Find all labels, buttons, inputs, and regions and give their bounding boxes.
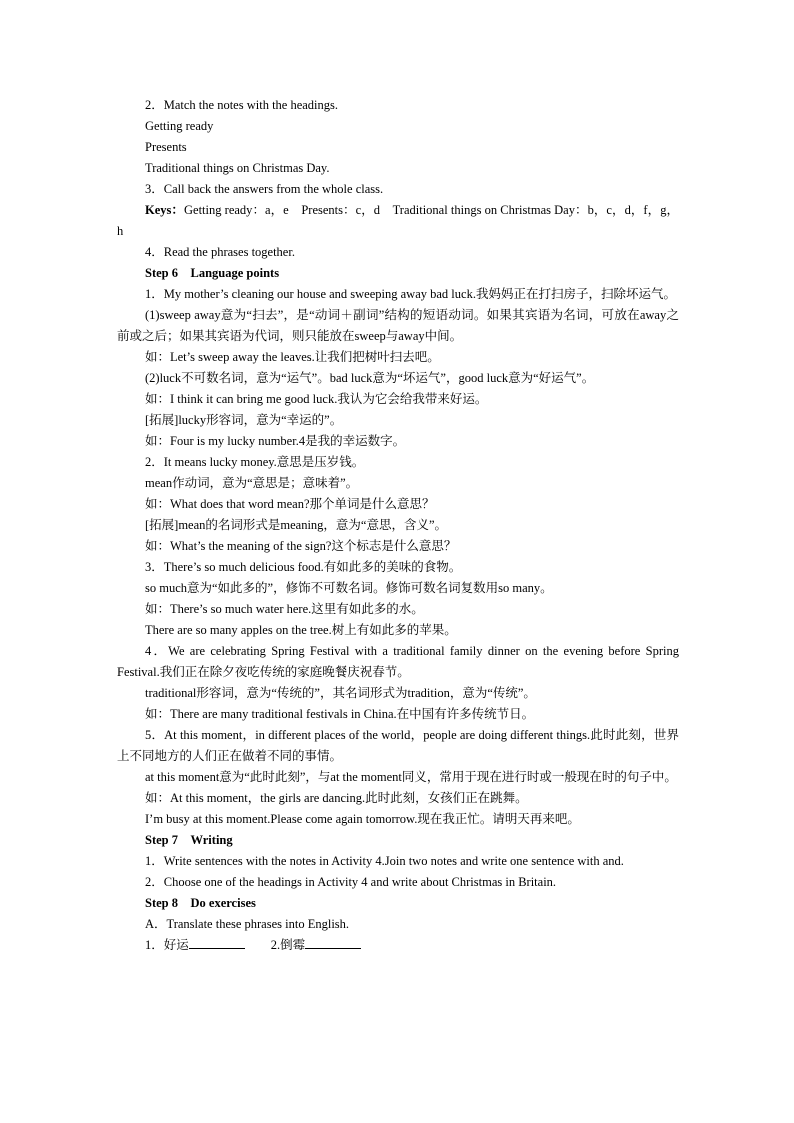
- language-point-2-example-2: 如：What’s the meaning of the sign?这个标志是什么意思？: [145, 539, 457, 553]
- exercise-item-2-blank[interactable]: [305, 936, 361, 949]
- instruction-read-phrases: 4．Read the phrases together.: [145, 245, 295, 259]
- language-point-1-note-2: (2)luck不可数名词，意为“运气”。bad luck意为“坏运气”，good luck意为“好运气”。: [145, 371, 595, 385]
- exercise-a-instruction: A．Translate these phrases into English.: [145, 917, 350, 931]
- exercise-a-items: [117, 935, 679, 956]
- keys-label: Keys：: [145, 203, 184, 217]
- language-point-2-note: mean作动词，意为“意思是；意味着”。: [145, 476, 359, 490]
- language-point-4-example: 如：There are many traditional festivals in China.在中国有许多传统节日。: [145, 707, 535, 721]
- language-point-1-note-1: (1)sweep away意为“扫去”，是“动词＋副词”结构的短语动词。如果其宾语为名词，可放在away之前或之后；如果其宾语为代词，则只能放在sweep与away中间。: [117, 308, 679, 343]
- language-point-3-example-2: There are so many apples on the tree.树上有如此多的苹果。: [145, 623, 457, 637]
- language-point-2-example-1: 如：What does that word mean?那个单词是什么意思？: [145, 497, 435, 511]
- exercise-item-1-blank[interactable]: [189, 936, 245, 949]
- language-point-3: 3．There’s so much delicious food.有如此多的美味的食物。: [145, 560, 462, 574]
- writing-task-1: 1．Write sentences with the notes in Activity 4.Join two notes and write one sentence with and.: [145, 854, 624, 868]
- language-point-5-note: at this moment意为“此时此刻”，与at the moment同义，常用于现在进行时或一般现在时的句子中。: [145, 770, 677, 784]
- writing-task-2: 2．Choose one of the headings in Activity 4 and write about Christmas in Britain.: [145, 875, 557, 889]
- language-point-2-extension: [拓展]mean的名词形式是meaning，意为“意思，含义”。: [145, 518, 448, 532]
- language-point-1-example-3: 如：Four is my lucky number.4是我的幸运数字。: [145, 434, 406, 448]
- exercise-item-1-label: 1．好运: [145, 938, 189, 952]
- heading-getting-ready: Getting ready: [145, 119, 214, 133]
- step-7-heading: Step 7 Writing: [145, 833, 233, 847]
- language-point-4: 4．We are celebrating Spring Festival with a traditional family dinner on the evening before Spring Festival.我们正在除夕夜吃传统的家庭晚餐庆祝春节。: [117, 644, 679, 679]
- instruction-match-notes: 2．Match the notes with the headings.: [145, 98, 339, 112]
- language-point-3-example-1: 如：There’s so much water here.这里有如此多的水。: [145, 602, 424, 616]
- instruction-call-back: 3．Call back the answers from the whole class.: [145, 182, 384, 196]
- language-point-2: 2．It means lucky money.意思是压岁钱。: [145, 455, 365, 469]
- heading-presents: Presents: [145, 140, 187, 154]
- language-point-3-note: so much意为“如此多的”，修饰不可数名词。修饰可数名词复数用so many。: [145, 581, 553, 595]
- language-point-4-note: traditional形容词，意为“传统的”，其名词形式为tradition，意为“传统”。: [145, 686, 536, 700]
- language-point-1-extension: [拓展]lucky形容词，意为“幸运的”。: [145, 413, 343, 427]
- language-point-5-example-1: 如：At this moment，the girls are dancing.此时此刻，女孩们正在跳舞。: [145, 791, 528, 805]
- language-point-1-example-2: 如：I think it can bring me good luck.我认为它会给我带来好运。: [145, 392, 488, 406]
- step-8-heading: Step 8 Do exercises: [145, 896, 256, 910]
- lesson-plan-content: [117, 95, 679, 956]
- step-6-heading: Step 6 Language points: [145, 266, 280, 280]
- exercise-item-2-label: 2.倒霉: [270, 938, 306, 952]
- heading-traditional-things: Traditional things on Christmas Day.: [145, 161, 330, 175]
- language-point-5-example-2: I’m busy at this moment.Please come again tomorrow.现在我正忙。请明天再来吧。: [145, 812, 580, 826]
- language-point-1: 1．My mother’s cleaning our house and sweeping away bad luck.我妈妈正在打扫房子，扫除坏运气。: [145, 287, 676, 301]
- language-point-5: 5．At this moment，in different places of the world，people are doing different things.此时此刻，世界上不同地方的人们正在做着不同的事情。: [117, 728, 679, 763]
- keys-text: Getting ready：a，e Presents：c，d Traditional things on Christmas Day：b，c，d，f，g，h: [117, 203, 680, 238]
- language-point-1-example-1: 如：Let’s sweep away the leaves.让我们把树叶扫去吧。: [145, 350, 440, 364]
- answer-keys: [117, 200, 679, 242]
